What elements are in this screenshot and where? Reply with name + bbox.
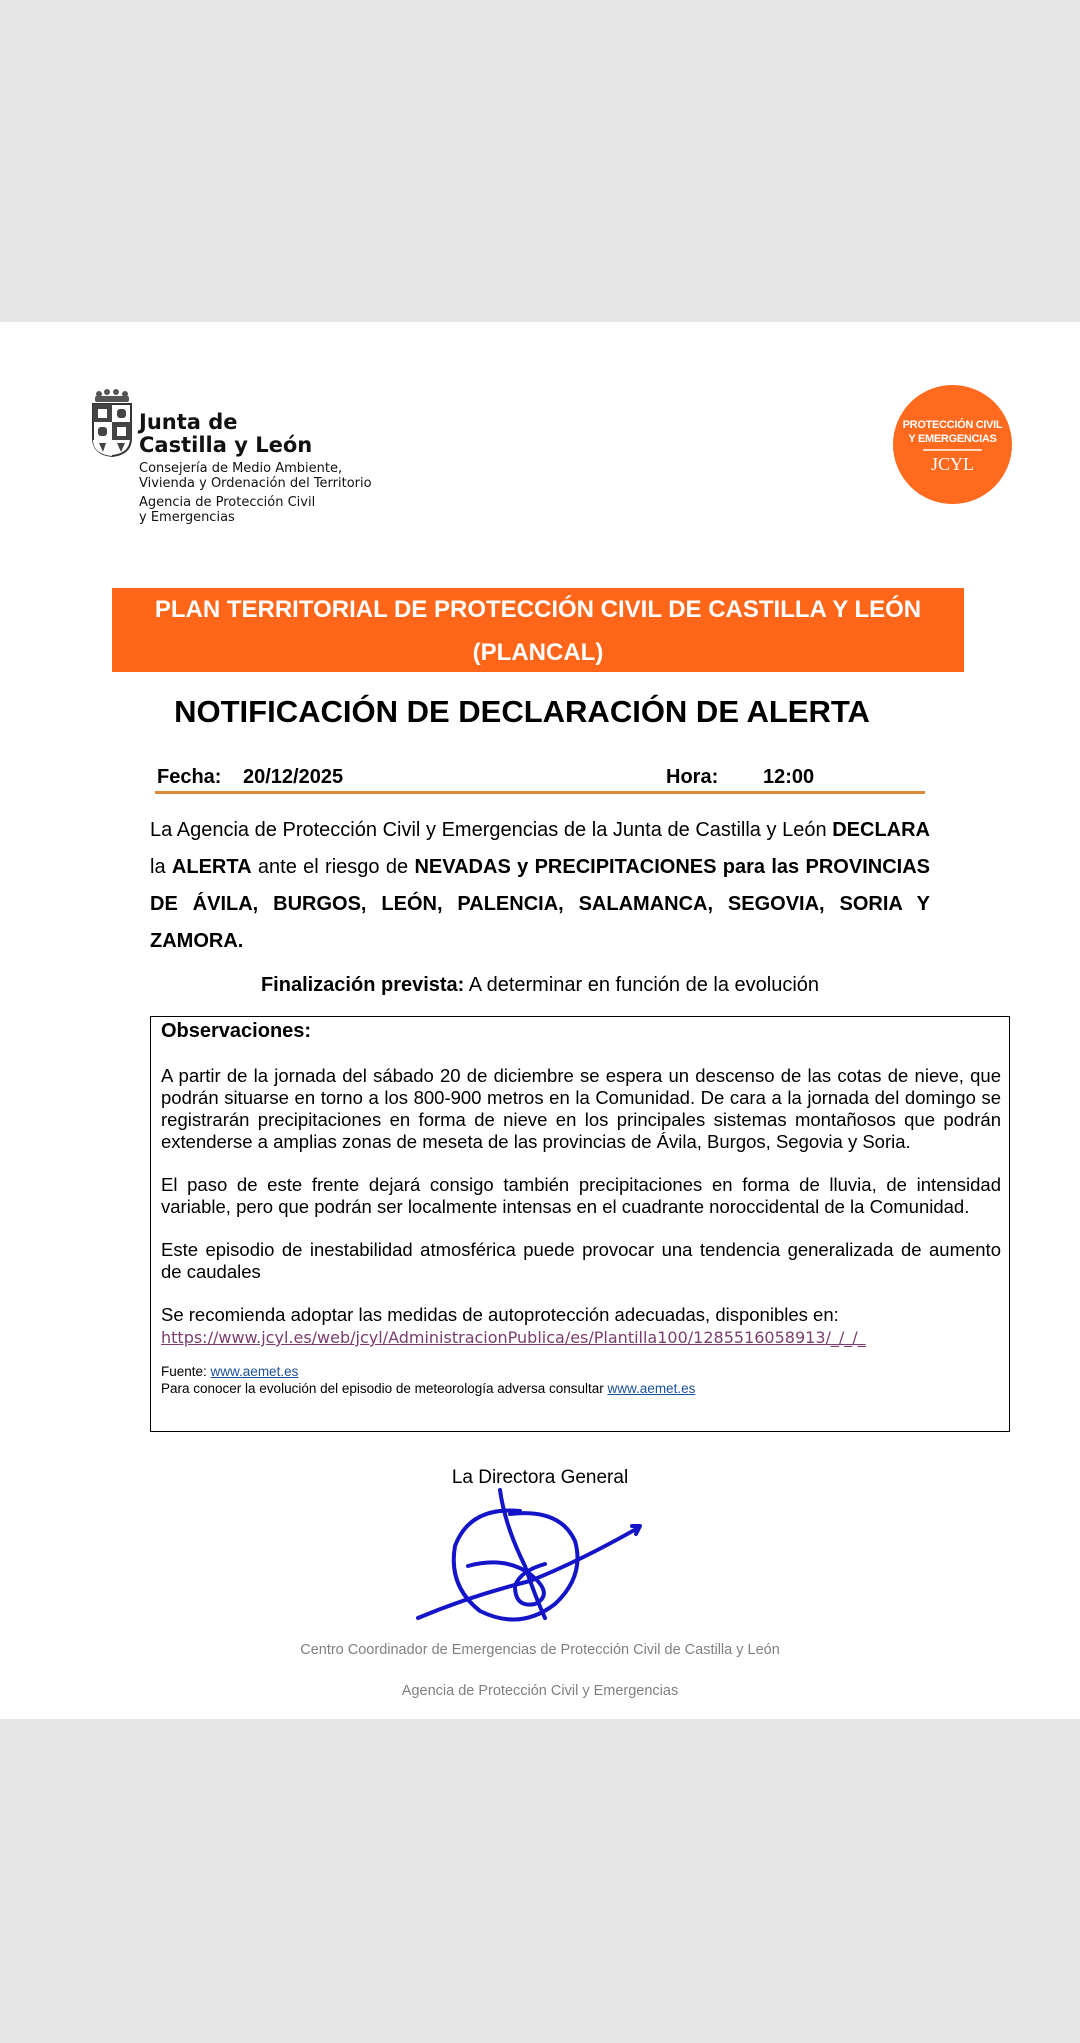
handwritten-signature	[410, 1486, 650, 1656]
autoproteccion-link[interactable]: https://www.jcyl.es/web/jcyl/AdministracionPublica/es/Plantilla100/1285516058913/_/_/_	[161, 1328, 866, 1347]
hora-value: 12:00	[763, 766, 815, 788]
consult-line: Para conocer la evolución del episodio de meteorología adversa consultar www.aemet.es	[161, 1381, 696, 1396]
fecha-label: Fecha:	[157, 766, 222, 788]
aemet-link[interactable]: www.aemet.es	[210, 1364, 299, 1379]
badge-divider	[923, 449, 982, 451]
footer-line1: Centro Coordinador de Emergencias de Protección Civil de Castilla y León	[300, 1642, 780, 1658]
badge-jcyl: JCYL	[930, 454, 974, 474]
date-time-row	[155, 766, 925, 794]
observaciones-p1: A partir de la jornada del sábado 20 de diciembre se espera un descenso de las cotas de nieve, que podrán situarse en torno a los 800-900 metros en la Comunidad. De cara a la jornada del domingo se registrarán precipitaciones en forma de nieve en los principales sistemas montañosos que podrán extenderse a amplias zonas de meseta de las provincias de Ávila, Burgos, Segovia y Soria.	[161, 1065, 1001, 1152]
fuente-line: Fuente: www.aemet.es	[161, 1364, 299, 1379]
logo-department: Consejería de Medio Ambiente, Vivienda y Ordenación del Territorio	[139, 461, 372, 491]
observaciones-title: Observaciones:	[161, 1020, 312, 1042]
finalizacion-prevista: Finalización prevista: A determinar en función de la evolución	[260, 974, 820, 996]
document-title: NOTIFICACIÓN DE DECLARACIÓN DE ALERTA	[174, 694, 870, 729]
observaciones-box	[150, 1016, 1010, 1432]
observaciones-p3: Este episodio de inestabilidad atmosférica puede provocar una tendencia generalizada de aumento de caudales	[161, 1239, 1001, 1282]
observaciones-p2: El paso de este frente dejará consigo también precipitaciones en forma de lluvia, de intensidad variable, pero que podrán ser localmente intensas en el cuadrante noroccidental de la Comunidad.	[161, 1174, 1001, 1217]
logo-title: Junta de Castilla y León	[139, 410, 313, 457]
badge-text: PROTECCIÓN CIVIL Y EMERGENCIAS	[902, 419, 1003, 445]
footer-line2: Agencia de Protección Civil y Emergencias	[401, 1683, 679, 1699]
observaciones-p4: Se recomienda adoptar las medidas de autoprotección adecuadas, disponibles en: https://www.jcyl.es/web/jcyl/AdministracionPublica/es/Plantilla100/1285516058913/_/_/_	[161, 1304, 866, 1347]
signatory-role: La Directora General	[451, 1467, 629, 1488]
document-page	[0, 322, 1080, 1719]
fecha-value: 20/12/2025	[243, 766, 344, 788]
proteccion-civil-badge	[893, 385, 1012, 504]
jcyl-logo	[91, 388, 421, 538]
aemet-consult-link[interactable]: www.aemet.es	[607, 1381, 696, 1396]
banner-line2: (PLANCAL)	[472, 639, 604, 666]
coat-of-arms-icon	[91, 388, 133, 458]
banner-line1: PLAN TERRITORIAL DE PROTECCIÓN CIVIL DE CASTILLA Y LEÓN	[154, 596, 922, 623]
declaration-paragraph: La Agencia de Protección Civil y Emergencias de la Junta de Castilla y León DECLARA la ALERTA ante el riesgo de NEVADAS y PRECIPITACIONES para las PROVINCIAS DE ÁVILA, BURGOS, LEÓN, PALENCIA, SALAMANCA, SEGOVIA, SORIA Y ZAMORA.	[150, 819, 930, 952]
hora-label: Hora:	[666, 766, 719, 788]
plan-banner	[112, 588, 964, 672]
logo-agency: Agencia de Protección Civil y Emergencias	[139, 495, 316, 525]
